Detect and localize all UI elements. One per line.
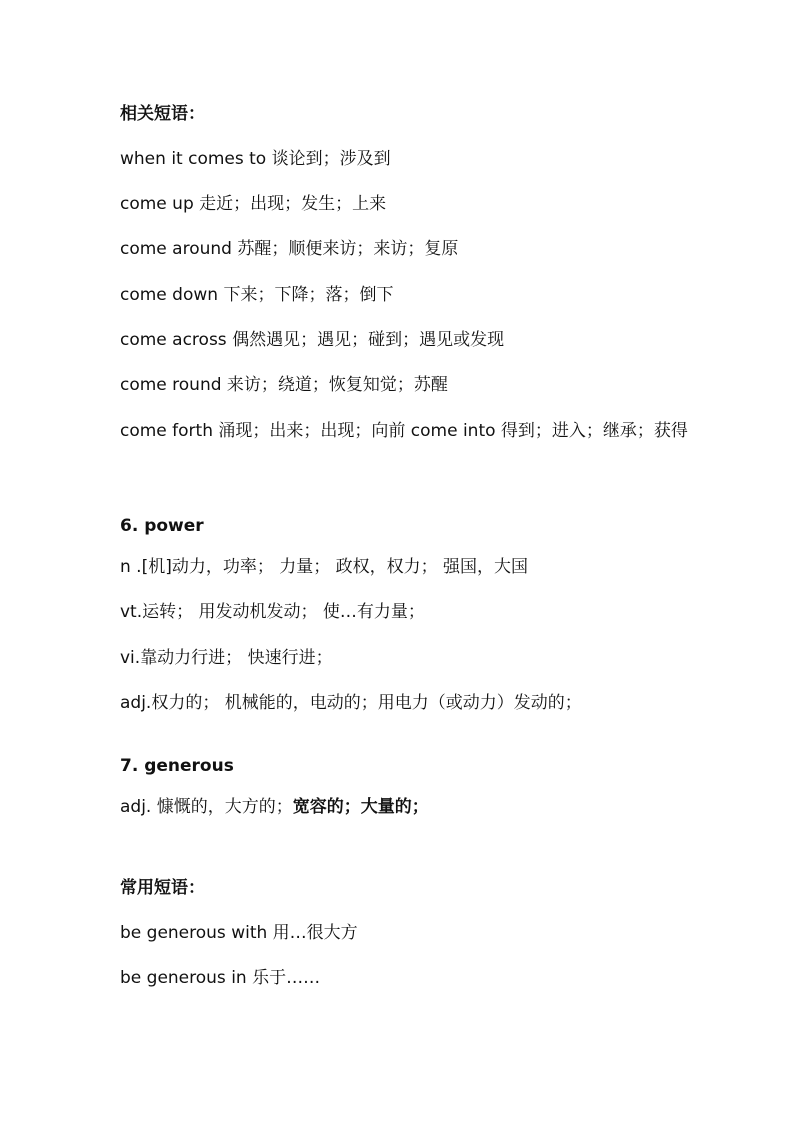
phrase-line: come down 下来；下降；落；倒下 [120, 285, 394, 305]
related-phrases-heading: 相关短语： [120, 104, 205, 124]
phrase-line: be generous in 乐于…… [120, 968, 321, 988]
definition-line: adj.权力的； 机械能的，电动的；用电力（或动力）发动的； [120, 693, 582, 713]
definition-bold: 宽容的；大量的； [292, 797, 429, 817]
definition-line: vi.靠动力行进； 快速行进； [120, 648, 333, 668]
phrase-line: come across 偶然遇见；遇见；碰到；遇见或发现 [120, 330, 505, 350]
phrase-line: come round 来访；绕道；恢复知觉；苏醒 [120, 375, 448, 395]
word-heading-generous: 7. generous [120, 756, 234, 776]
word-heading-power: 6. power [120, 516, 204, 536]
definition-plain: adj. 慷慨的，大方的； [120, 797, 293, 817]
definition-line: n .[机]动力，功率； 力量； 政权，权力； 强国，大国 [120, 557, 529, 577]
phrase-line: be generous with 用…很大方 [120, 923, 358, 943]
phrase-line: come forth 涌现；出来；出现；向前 come into 得到；进入；继承；获得 [120, 421, 688, 441]
definition-line: vt.运转； 用发动机发动； 使…有力量； [120, 602, 425, 622]
phrase-line: come around 苏醒；顺便来访；来访；复原 [120, 239, 459, 259]
phrase-line: come up 走近；出现；发生；上来 [120, 194, 387, 214]
phrase-line: when it comes to 谈论到；涉及到 [120, 149, 391, 169]
common-phrases-heading: 常用短语： [120, 878, 205, 898]
definition-line [120, 796, 429, 818]
